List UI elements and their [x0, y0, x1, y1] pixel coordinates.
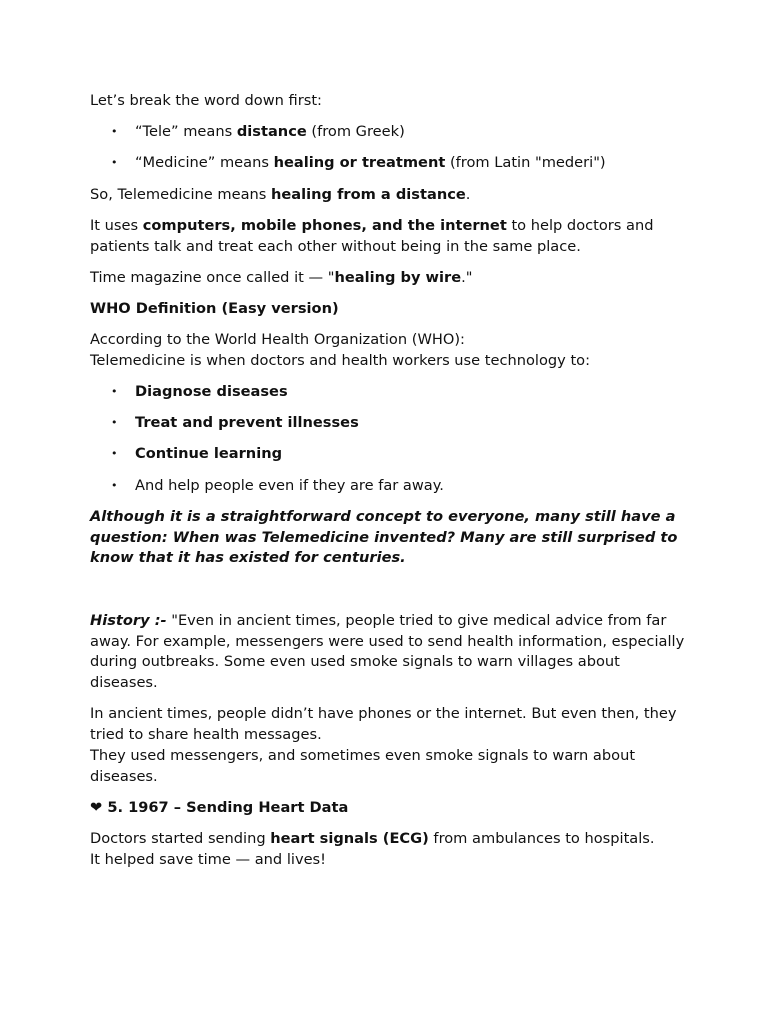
list-item: • Treat and prevent illnesses [90, 413, 690, 434]
bullet-icon: • [111, 478, 118, 492]
who-intro: According to the World Health Organization (WHO): Telemedicine is when doctors and health workers use technology to: [90, 331, 591, 369]
uses-paragraph: It uses computers, mobile phones, and the internet to help doctors and patients talk and treat each other without being in the same place. [90, 216, 654, 255]
ecg-paragraph: Doctors started sending heart signals (ECG) from ambulances to hospitals. It helped save time — and lives! [90, 830, 655, 868]
time-quote-paragraph: Time magazine once called it — "healing by wire." [90, 268, 473, 286]
bullet-icon: • [111, 125, 118, 139]
heart-icon: ❤ [90, 798, 103, 816]
list-item: • Diagnose diseases [90, 382, 690, 403]
who-heading: WHO Definition (Easy version) [90, 299, 339, 317]
list-item: • And help people even if they are far away. [90, 476, 690, 497]
list-item: • “Tele” means distance (from Greek) [90, 122, 690, 143]
history-paragraph: History :- "Even in ancient times, people tried to give medical advice from far away. For example, messengers were used to send health information, especially during outbreaks. Some even used smoke signals to warn villages about diseases. [90, 611, 685, 692]
bullet-icon: • [111, 447, 118, 461]
italic-paragraph: Although it is a straightforward concept to everyone, many still have a question: When was Telemedicine invented? Many are still surprised to know that it has existed for centuries. [90, 507, 678, 567]
intro-text: Let’s break the word down first: [90, 92, 322, 109]
etymology-list [90, 122, 690, 174]
section-1967-heading: ❤ 5. 1967 – Sending Heart Data [90, 798, 349, 816]
document-page [90, 91, 690, 881]
spacer [90, 580, 690, 611]
list-item: • “Medicine” means healing or treatment (from Latin "mederi") [90, 153, 690, 174]
bullet-icon: • [111, 385, 118, 399]
bullet-icon: • [111, 156, 118, 170]
list-item: • Continue learning [90, 444, 690, 465]
ancient-paragraph: In ancient times, people didn’t have phones or the internet. But even then, they tried to share health messages. They used messengers, and sometimes even smoke signals to warn about diseases. [90, 705, 677, 785]
meaning-paragraph: So, Telemedicine means healing from a distance. [90, 185, 471, 203]
who-list [90, 382, 690, 496]
bullet-icon: • [111, 416, 118, 430]
